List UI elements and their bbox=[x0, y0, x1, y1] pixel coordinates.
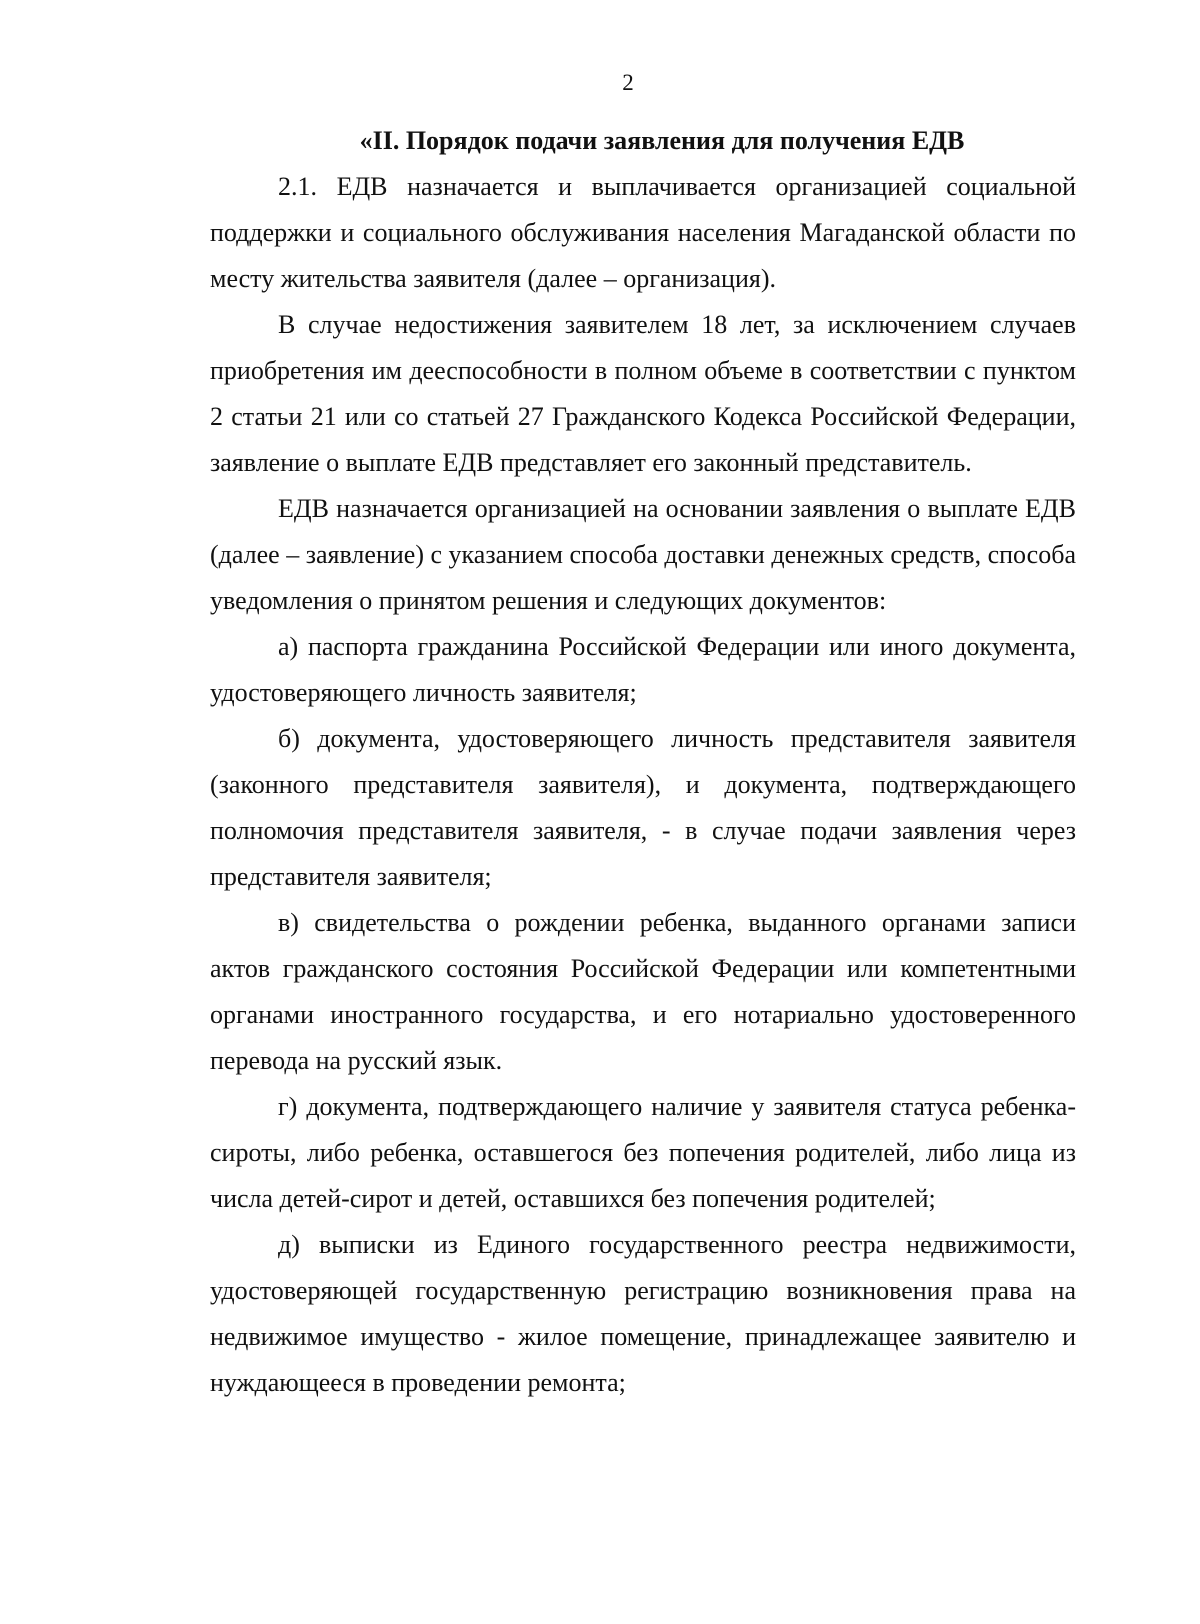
paragraph-minor-applicant: В случае недостижения заявителем 18 лет, за исключением случаев приобретения им дееспособности в полном объеме в соответствии с пунктом 2 статьи 21 или со статьей 27 Гражданского Кодекса Российской Федерации, заявление о выплате ЕДВ представляет его законный представитель. bbox=[210, 310, 1076, 477]
page-number: 2 bbox=[622, 70, 634, 95]
list-item-b: б) документа, удостоверяющего личность представителя заявителя (законного представителя заявителя), и документа, подтверждающего полномочия представителя заявителя, - в случае подачи заявления через представителя заявителя; bbox=[210, 724, 1076, 891]
list-item-d: д) выписки из Единого государственного реестра недвижимости, удостоверяющей государственную регистрацию возникновения права на недвижимое имущество - жилое помещение, принадлежащее заявителю и нуждающееся в проведении ремонта; bbox=[210, 1230, 1076, 1397]
list-item-g: г) документа, подтверждающего наличие у заявителя статуса ребенка-сироты, либо ребенка, оставшегося без попечения родителей, либо лица из числа детей-сирот и детей, оставшихся без попечения родителей; bbox=[210, 1092, 1076, 1213]
paragraph-2-1: 2.1. ЕДВ назначается и выплачивается организацией социальной поддержки и социального обслуживания населения Магаданской области по месту жительства заявителя (далее – организация). bbox=[210, 172, 1076, 293]
list-item-v: в) свидетельства о рождении ребенка, выданного органами записи актов гражданского состояния Российской Федерации или компетентными органами иностранного государства, и его нотариально удостоверенного перевода на русский язык. bbox=[210, 908, 1076, 1075]
document-body bbox=[210, 118, 1076, 1406]
list-item-a: а) паспорта гражданина Российской Федерации или иного документа, удостоверяющего личность заявителя; bbox=[210, 632, 1076, 707]
paragraph-documents-intro: ЕДВ назначается организацией на основании заявления о выплате ЕДВ (далее – заявление) с указанием способа доставки денежных средств, способа уведомления о принятом решения и следующих документов: bbox=[210, 494, 1076, 615]
section-heading: «II. Порядок подачи заявления для получения ЕДВ bbox=[359, 126, 965, 155]
